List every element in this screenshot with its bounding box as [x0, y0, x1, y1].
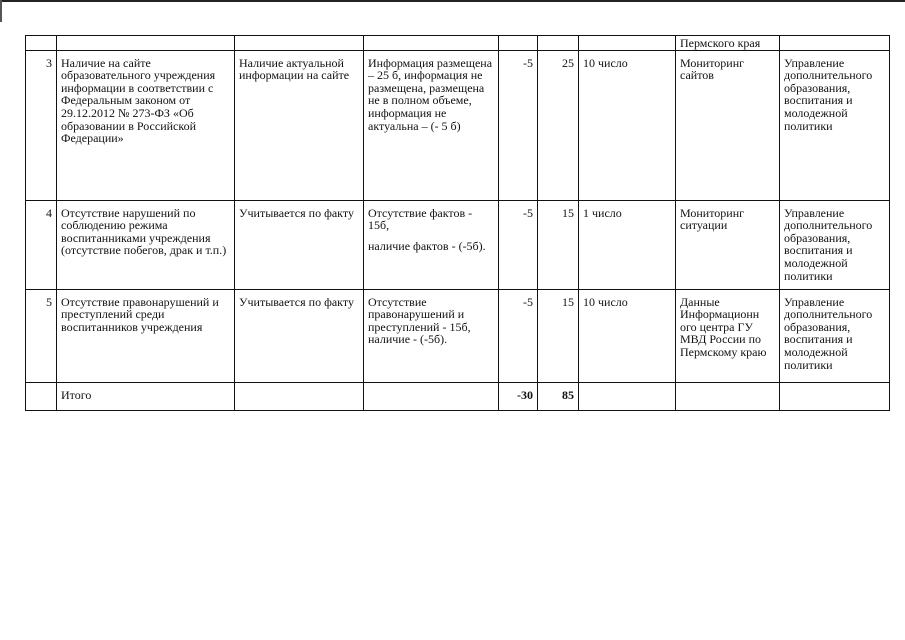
max-score: 15 — [538, 200, 579, 289]
min-score: -5 — [499, 50, 538, 200]
scan-edge-mark — [0, 0, 2, 22]
indicator-text: Учитывается по факту — [235, 289, 364, 382]
row-number: 4 — [26, 200, 57, 289]
total-row — [26, 382, 890, 410]
cell-num — [26, 382, 57, 410]
indicator-text: Учитывается по факту — [235, 200, 364, 289]
cell-indicator — [235, 36, 364, 51]
cell-scoring — [364, 36, 499, 51]
source-text: Мониторинг сайтов — [676, 50, 780, 200]
table-row — [26, 50, 890, 200]
cell-deadline — [579, 382, 676, 410]
total-max: 85 — [538, 382, 579, 410]
total-min: -30 — [499, 382, 538, 410]
min-score: -5 — [499, 200, 538, 289]
scoring-text: Отсутствие фактов - 15б, — [368, 205, 473, 233]
criterion-text: Наличие на сайте образовательного учреждения информации в соответствии с Федеральным законом от 29.12.2012 № 273-ФЗ «Об образовании в Российской Федерации» — [57, 50, 235, 200]
cell-num — [26, 36, 57, 51]
cell-indicator — [235, 382, 364, 410]
table-row — [26, 200, 890, 289]
cell-source — [676, 382, 780, 410]
top-border-line — [0, 0, 905, 2]
cell-min — [499, 36, 538, 51]
indicator-text: Наличие актуальной информации на сайте — [235, 50, 364, 200]
scoring-text-extra: наличие фактов - (-5б). — [368, 238, 486, 253]
source-text: Данные Информационн ого центра ГУ МВД России по Пермскому краю — [676, 289, 780, 382]
table-row — [26, 289, 890, 382]
deadline-text: 10 число — [579, 289, 676, 382]
criterion-text: Отсутствие нарушений по соблюдению режима воспитанниками учреждения (отсутствие побегов, драк и т.п.) — [57, 200, 235, 289]
source-text: Мониторинг ситуации — [676, 200, 780, 289]
deadline-text: 1 число — [579, 200, 676, 289]
criteria-table — [25, 35, 890, 411]
row-number: 5 — [26, 289, 57, 382]
responsible-text: Управление дополнительного образования, воспитания и молодежной политики — [780, 200, 890, 289]
cell-deadline — [579, 36, 676, 51]
responsible-text: Управление дополнительного образования, воспитания и молодежной политики — [780, 50, 890, 200]
max-score: 15 — [538, 289, 579, 382]
total-label: Итого — [57, 382, 235, 410]
table-row-continuation — [26, 36, 890, 51]
cell-source: Пермского края — [676, 36, 780, 51]
deadline-text: 10 число — [579, 50, 676, 200]
scoring-text: Отсутствие правонарушений и преступлений - 15б, наличие - (-5б). — [364, 289, 499, 382]
min-score: -5 — [499, 289, 538, 382]
responsible-text: Управление дополнительного образования, воспитания и молодежной политики — [780, 289, 890, 382]
scoring-cell — [364, 200, 499, 289]
cell-responsible — [780, 36, 890, 51]
criterion-text: Отсутствие правонарушений и преступлений среди воспитанников учреждения — [57, 289, 235, 382]
scoring-text: Информация размещена – 25 б, информация не размещена, размещена не в полном объеме, информация не актуальна – (- 5 б) — [364, 50, 499, 200]
cell-responsible — [780, 382, 890, 410]
cell-max — [538, 36, 579, 51]
row-number: 3 — [26, 50, 57, 200]
cell-criterion — [57, 36, 235, 51]
max-score: 25 — [538, 50, 579, 200]
cell-scoring — [364, 382, 499, 410]
